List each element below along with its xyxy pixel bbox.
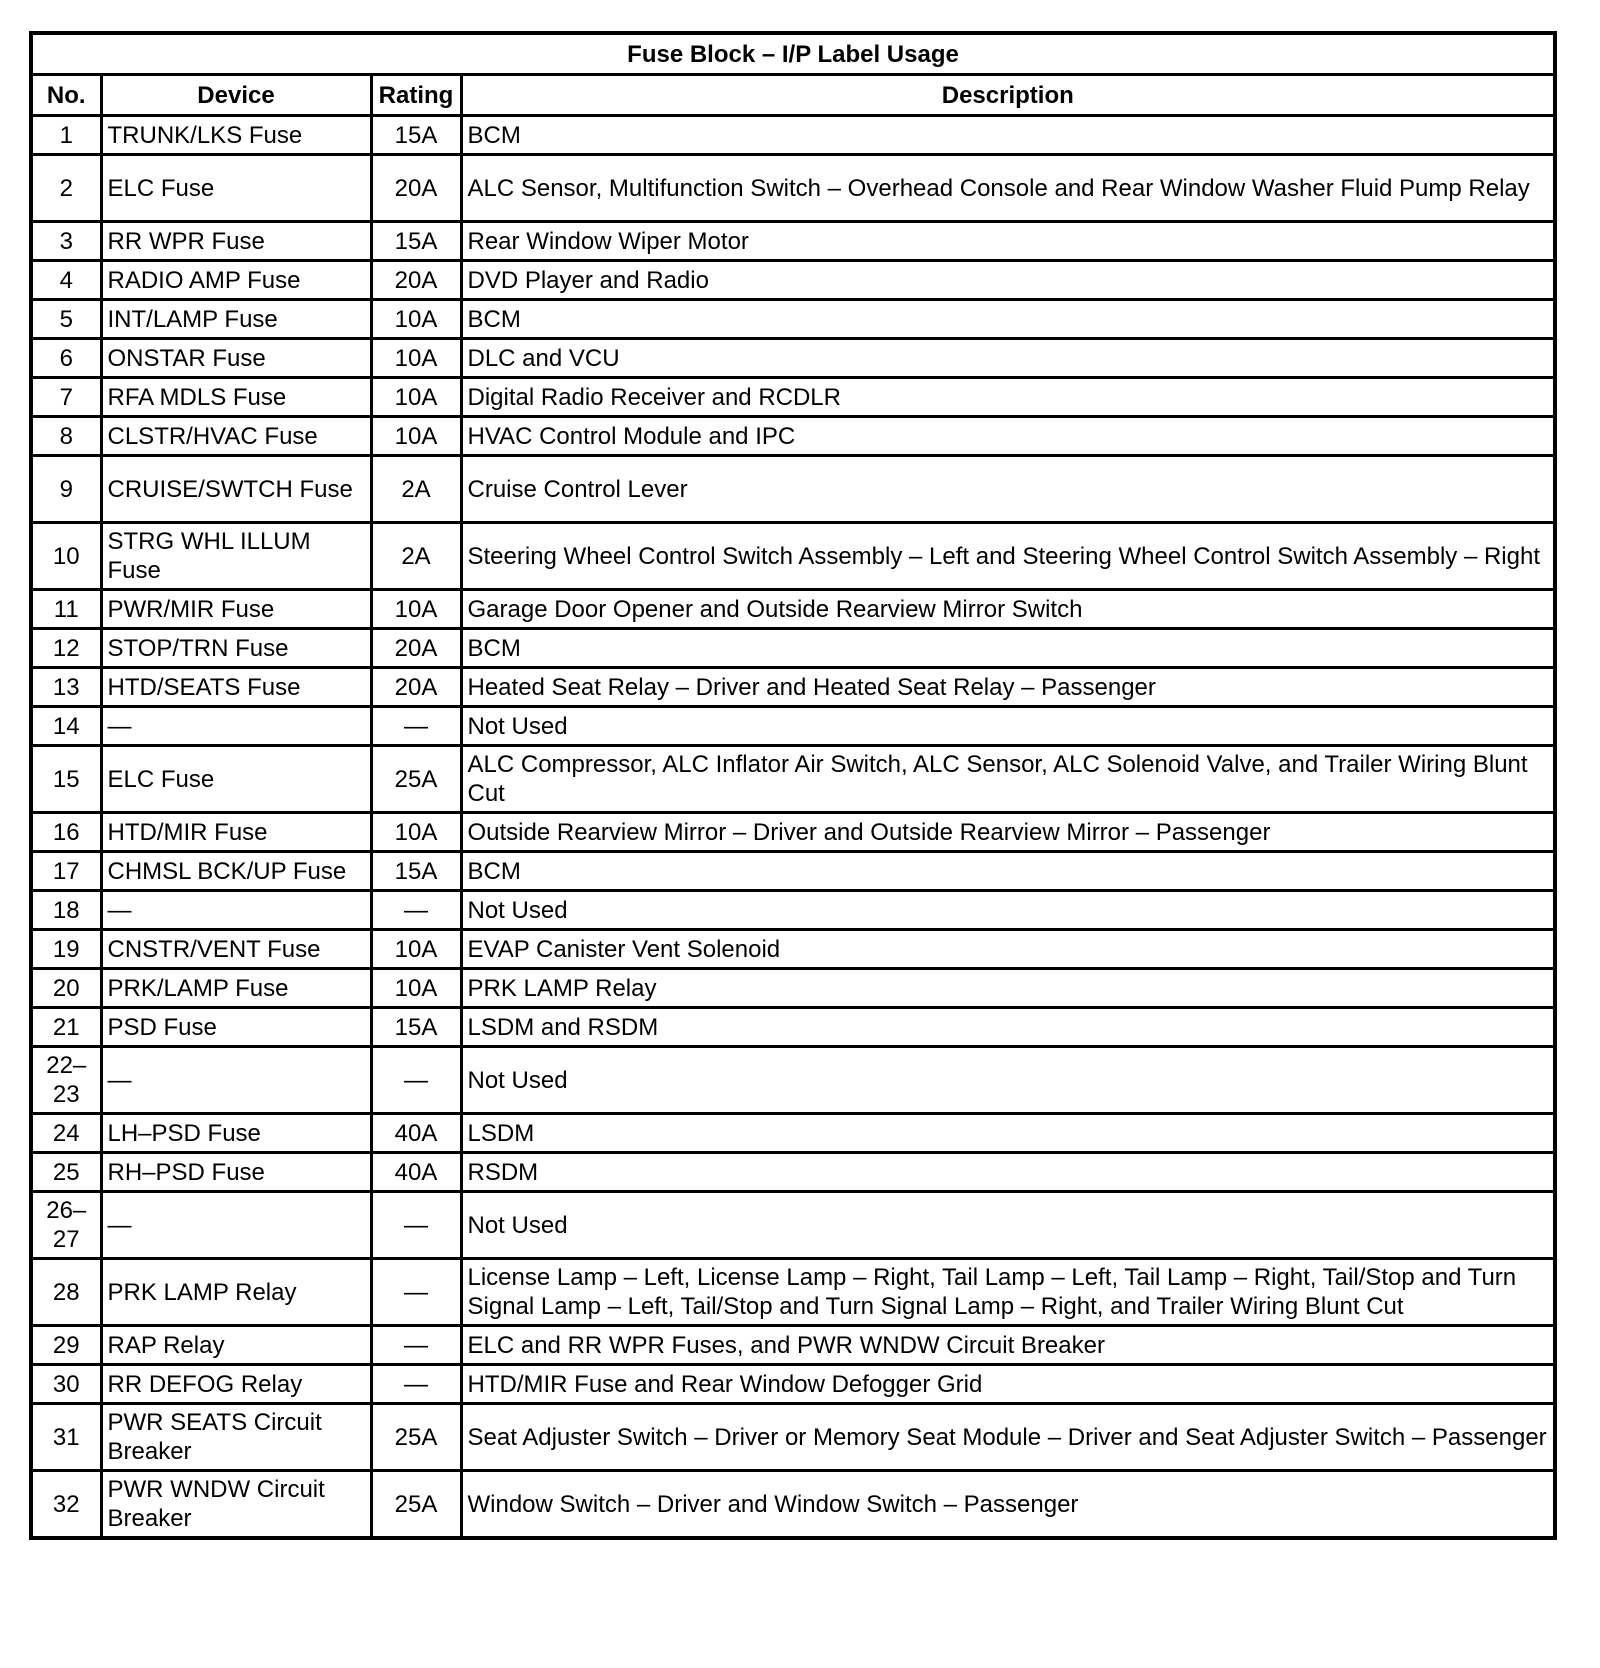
table-row (31, 930, 1555, 969)
table-row (31, 1326, 1555, 1365)
header-description: Description (461, 75, 1555, 116)
table-row (31, 1008, 1555, 1047)
table-row (31, 590, 1555, 629)
header-no: No. (31, 75, 101, 116)
row-rating: — (371, 1259, 461, 1326)
table-header-row (31, 75, 1555, 116)
row-description: BCM (461, 116, 1555, 155)
table-row (31, 1192, 1555, 1259)
row-device: PRK/LAMP Fuse (101, 969, 371, 1008)
row-device: RR DEFOG Relay (101, 1365, 371, 1404)
row-description: Digital Radio Receiver and RCDLR (461, 378, 1555, 417)
row-rating: 10A (371, 930, 461, 969)
row-no: 32 (31, 1471, 101, 1539)
row-device: STRG WHL ILLUM Fuse (101, 523, 371, 590)
row-device: RR WPR Fuse (101, 222, 371, 261)
table-row (31, 116, 1555, 155)
row-rating: — (371, 1192, 461, 1259)
table-row (31, 891, 1555, 930)
row-device: TRUNK/LKS Fuse (101, 116, 371, 155)
row-rating: 10A (371, 417, 461, 456)
row-rating: 20A (371, 155, 461, 222)
row-no: 13 (31, 668, 101, 707)
row-device: — (101, 1047, 371, 1114)
row-no: 16 (31, 813, 101, 852)
row-no: 31 (31, 1404, 101, 1471)
row-device: CHMSL BCK/UP Fuse (101, 852, 371, 891)
table-row (31, 629, 1555, 668)
row-device: RAP Relay (101, 1326, 371, 1365)
row-rating: 25A (371, 1404, 461, 1471)
table-row (31, 1153, 1555, 1192)
row-no: 14 (31, 707, 101, 746)
row-description: ALC Sensor, Multifunction Switch – Overhead Console and Rear Window Washer Fluid Pump Relay (461, 155, 1555, 222)
row-rating: 10A (371, 378, 461, 417)
row-rating: 40A (371, 1114, 461, 1153)
row-description: BCM (461, 629, 1555, 668)
row-no: 7 (31, 378, 101, 417)
row-rating: 10A (371, 813, 461, 852)
row-description: PRK LAMP Relay (461, 969, 1555, 1008)
row-description: HVAC Control Module and IPC (461, 417, 1555, 456)
row-no: 18 (31, 891, 101, 930)
row-no: 26–27 (31, 1192, 101, 1259)
row-no: 2 (31, 155, 101, 222)
row-rating: — (371, 707, 461, 746)
row-no: 11 (31, 590, 101, 629)
table-row (31, 1471, 1555, 1539)
row-rating: 15A (371, 1008, 461, 1047)
row-description: LSDM and RSDM (461, 1008, 1555, 1047)
row-description: Not Used (461, 1047, 1555, 1114)
row-description: BCM (461, 852, 1555, 891)
table-row (31, 1047, 1555, 1114)
row-no: 24 (31, 1114, 101, 1153)
row-rating: 10A (371, 339, 461, 378)
table-row (31, 339, 1555, 378)
row-device: INT/LAMP Fuse (101, 300, 371, 339)
row-rating: 40A (371, 1153, 461, 1192)
row-no: 3 (31, 222, 101, 261)
row-device: RFA MDLS Fuse (101, 378, 371, 417)
row-device: HTD/MIR Fuse (101, 813, 371, 852)
row-device: ONSTAR Fuse (101, 339, 371, 378)
row-device: ELC Fuse (101, 746, 371, 813)
row-description: Rear Window Wiper Motor (461, 222, 1555, 261)
table-row (31, 261, 1555, 300)
header-device: Device (101, 75, 371, 116)
table-row (31, 852, 1555, 891)
row-device: STOP/TRN Fuse (101, 629, 371, 668)
row-description: Cruise Control Lever (461, 456, 1555, 523)
row-rating: 10A (371, 969, 461, 1008)
row-description: EVAP Canister Vent Solenoid (461, 930, 1555, 969)
row-no: 17 (31, 852, 101, 891)
table-row (31, 523, 1555, 590)
row-description: Not Used (461, 891, 1555, 930)
row-no: 30 (31, 1365, 101, 1404)
row-rating: 20A (371, 629, 461, 668)
row-description: DVD Player and Radio (461, 261, 1555, 300)
row-rating: 15A (371, 852, 461, 891)
row-description: ELC and RR WPR Fuses, and PWR WNDW Circuit Breaker (461, 1326, 1555, 1365)
row-rating: 15A (371, 222, 461, 261)
row-description: BCM (461, 300, 1555, 339)
row-device: CRUISE/SWTCH Fuse (101, 456, 371, 523)
table-row (31, 1114, 1555, 1153)
row-no: 12 (31, 629, 101, 668)
row-device: PRK LAMP Relay (101, 1259, 371, 1326)
row-description: Not Used (461, 1192, 1555, 1259)
row-device: — (101, 707, 371, 746)
row-description: DLC and VCU (461, 339, 1555, 378)
row-device: PWR SEATS Circuit Breaker (101, 1404, 371, 1471)
row-description: Seat Adjuster Switch – Driver or Memory Seat Module – Driver and Seat Adjuster Switch – Passenger (461, 1404, 1555, 1471)
row-device: RADIO AMP Fuse (101, 261, 371, 300)
table-row (31, 378, 1555, 417)
row-no: 4 (31, 261, 101, 300)
row-no: 1 (31, 116, 101, 155)
table-row (31, 300, 1555, 339)
row-description: HTD/MIR Fuse and Rear Window Defogger Grid (461, 1365, 1555, 1404)
row-device: PWR WNDW Circuit Breaker (101, 1471, 371, 1539)
row-description: Window Switch – Driver and Window Switch – Passenger (461, 1471, 1555, 1539)
row-device: CLSTR/HVAC Fuse (101, 417, 371, 456)
fuse-block-table (29, 31, 1557, 1540)
row-rating: — (371, 1047, 461, 1114)
row-description: Outside Rearview Mirror – Driver and Outside Rearview Mirror – Passenger (461, 813, 1555, 852)
table-row (31, 813, 1555, 852)
row-description: Heated Seat Relay – Driver and Heated Seat Relay – Passenger (461, 668, 1555, 707)
row-rating: — (371, 891, 461, 930)
row-no: 8 (31, 417, 101, 456)
row-no: 20 (31, 969, 101, 1008)
row-rating: 10A (371, 300, 461, 339)
table-title-row (31, 33, 1555, 75)
table-row (31, 1259, 1555, 1326)
row-no: 22–23 (31, 1047, 101, 1114)
row-device: — (101, 1192, 371, 1259)
row-device: HTD/SEATS Fuse (101, 668, 371, 707)
row-device: ELC Fuse (101, 155, 371, 222)
row-no: 29 (31, 1326, 101, 1365)
table-row (31, 746, 1555, 813)
row-no: 6 (31, 339, 101, 378)
row-description: Garage Door Opener and Outside Rearview Mirror Switch (461, 590, 1555, 629)
row-no: 15 (31, 746, 101, 813)
row-rating: 25A (371, 1471, 461, 1539)
row-device: PSD Fuse (101, 1008, 371, 1047)
row-description: Not Used (461, 707, 1555, 746)
row-no: 5 (31, 300, 101, 339)
row-no: 25 (31, 1153, 101, 1192)
header-rating: Rating (371, 75, 461, 116)
row-rating: 2A (371, 456, 461, 523)
row-no: 9 (31, 456, 101, 523)
row-description: RSDM (461, 1153, 1555, 1192)
row-device: LH–PSD Fuse (101, 1114, 371, 1153)
row-rating: 10A (371, 590, 461, 629)
table-row (31, 222, 1555, 261)
row-rating: 2A (371, 523, 461, 590)
row-device: CNSTR/VENT Fuse (101, 930, 371, 969)
row-rating: 20A (371, 261, 461, 300)
table-title: Fuse Block – I/P Label Usage (31, 33, 1555, 75)
table-row (31, 668, 1555, 707)
row-no: 10 (31, 523, 101, 590)
table-row (31, 707, 1555, 746)
table-row (31, 155, 1555, 222)
row-rating: 25A (371, 746, 461, 813)
table-row (31, 1404, 1555, 1471)
row-description: LSDM (461, 1114, 1555, 1153)
row-no: 21 (31, 1008, 101, 1047)
row-device: RH–PSD Fuse (101, 1153, 371, 1192)
row-device: PWR/MIR Fuse (101, 590, 371, 629)
row-rating: 15A (371, 116, 461, 155)
row-no: 28 (31, 1259, 101, 1326)
table-row (31, 969, 1555, 1008)
row-device: — (101, 891, 371, 930)
row-rating: — (371, 1365, 461, 1404)
table-row (31, 456, 1555, 523)
row-description: Steering Wheel Control Switch Assembly – Left and Steering Wheel Control Switch Assembly – Right (461, 523, 1555, 590)
table-row (31, 417, 1555, 456)
row-description: License Lamp – Left, License Lamp – Right, Tail Lamp – Left, Tail Lamp – Right, Tail/Stop and Turn Signal Lamp – Left, Tail/Stop and Turn Signal Lamp – Right, and Trailer Wiring Blunt Cut (461, 1259, 1555, 1326)
row-no: 19 (31, 930, 101, 969)
table-row (31, 1365, 1555, 1404)
row-description: ALC Compressor, ALC Inflator Air Switch, ALC Sensor, ALC Solenoid Valve, and Trailer Wiring Blunt Cut (461, 746, 1555, 813)
row-rating: 20A (371, 668, 461, 707)
row-rating: — (371, 1326, 461, 1365)
